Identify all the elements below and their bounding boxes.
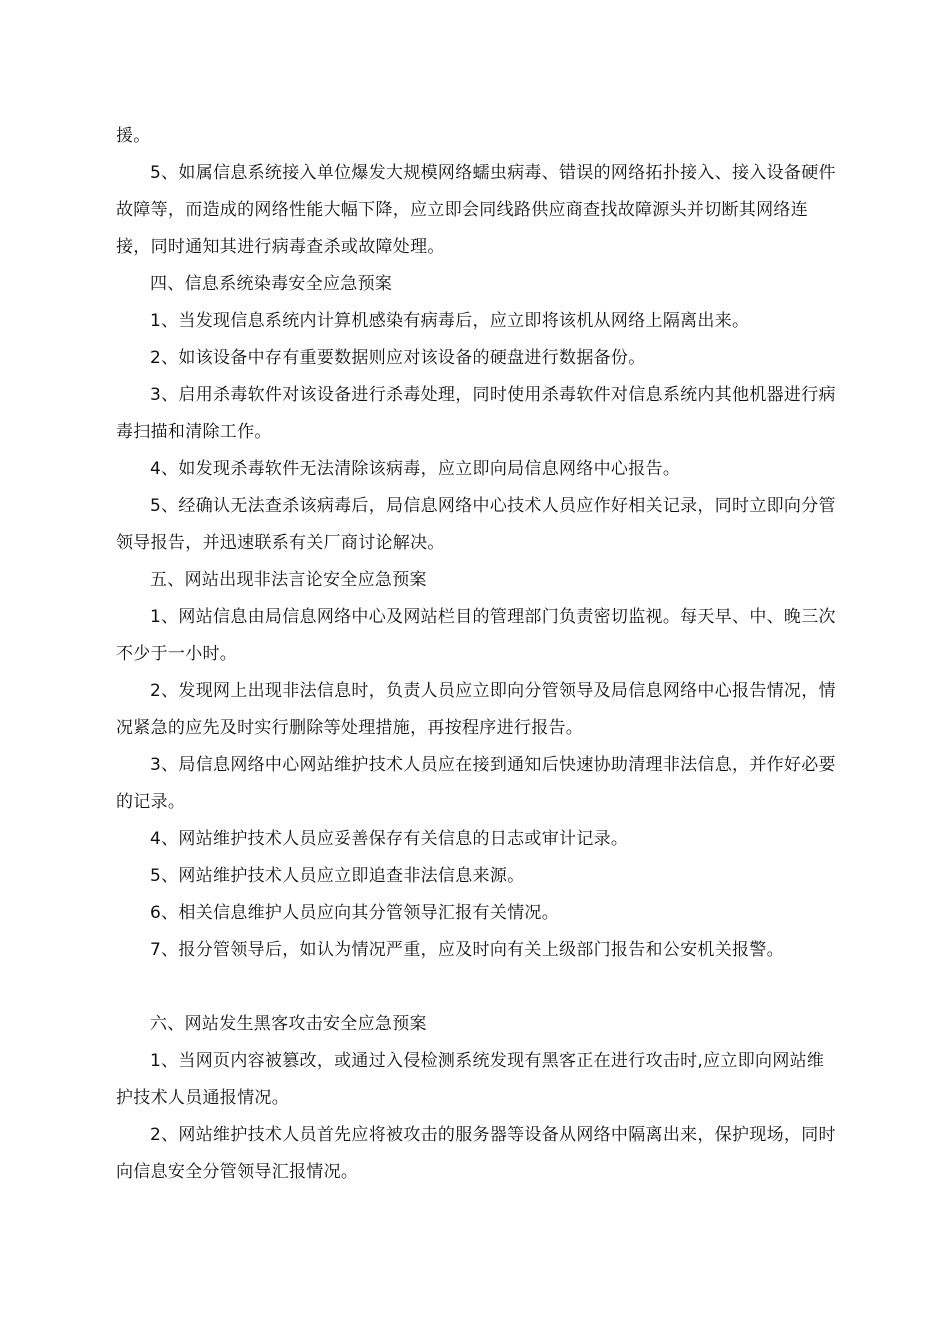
item-paragraph: 4、网站维护技术人员应妥善保存有关信息的日志或审计记录。 (150, 829, 629, 849)
item-paragraph: 5、网站维护技术人员应立即追查非法信息来源。 (150, 866, 525, 886)
item-paragraph: 1、当发现信息系统内计算机感染有病毒后，应立即将该机从网络上隔离出来。 (150, 311, 750, 331)
paragraph-continuation: 援。 (116, 126, 151, 146)
item-paragraph: 2、如该设备中存有重要数据则应对该设备的硬盘进行数据备份。 (150, 348, 646, 368)
section-heading-6: 六、网站发生黑客攻击安全应急预案 (150, 1014, 427, 1034)
document-body (116, 118, 840, 1191)
section-heading-5: 五、网站出现非法言论安全应急预案 (150, 570, 427, 590)
section-heading-4: 四、信息系统染毒安全应急预案 (150, 274, 393, 294)
item-paragraph: 1、当网页内容被篡改，或通过入侵检测系统发现有黑客正在进行攻击时,应立即向网站维护技术人员通报情况。 (116, 1051, 825, 1108)
item-paragraph: 3、局信息网络中心网站维护技术人员应在接到通知后快速协助清理非法信息，并作好必要的记录。 (116, 755, 836, 812)
item-paragraph: 5、如属信息系统接入单位爆发大规模网络蠕虫病毒、错误的网络拓扑接入、接入设备硬件故障等，而造成的网络性能大幅下降，应立即会同线路供应商查找故障源头并切断其网络连接，同时通知其进行病毒查杀或故障处理。 (116, 163, 836, 257)
item-paragraph: 2、发现网上出现非法信息时，负责人员应立即向分管领导及局信息网络中心报告情况，情况紧急的应先及时实行删除等处理措施，再按程序进行报告。 (116, 681, 836, 738)
blank-line (116, 969, 840, 1006)
item-paragraph: 6、相关信息维护人员应向其分管领导汇报有关情况。 (150, 903, 560, 923)
item-paragraph: 4、如发现杀毒软件无法清除该病毒，应立即向局信息网络中心报告。 (150, 459, 681, 479)
item-paragraph: 3、启用杀毒软件对该设备进行杀毒处理，同时使用杀毒软件对信息系统内其他机器进行病毒扫描和清除工作。 (116, 385, 836, 442)
item-paragraph: 7、报分管领导后，如认为情况严重，应及时向有关上级部门报告和公安机关报警。 (150, 940, 784, 960)
item-paragraph: 5、经确认无法查杀该病毒后，局信息网络中心技术人员应作好相关记录，同时立即向分管领导报告，并迅速联系有关厂商讨论解决。 (116, 496, 836, 553)
item-paragraph: 2、网站维护技术人员首先应将被攻击的服务器等设备从网络中隔离出来，保护现场，同时向信息安全分管领导汇报情况。 (116, 1125, 836, 1182)
item-paragraph: 1、网站信息由局信息网络中心及网站栏目的管理部门负责密切监视。每天早、中、晚三次不少于一小时。 (116, 607, 836, 664)
